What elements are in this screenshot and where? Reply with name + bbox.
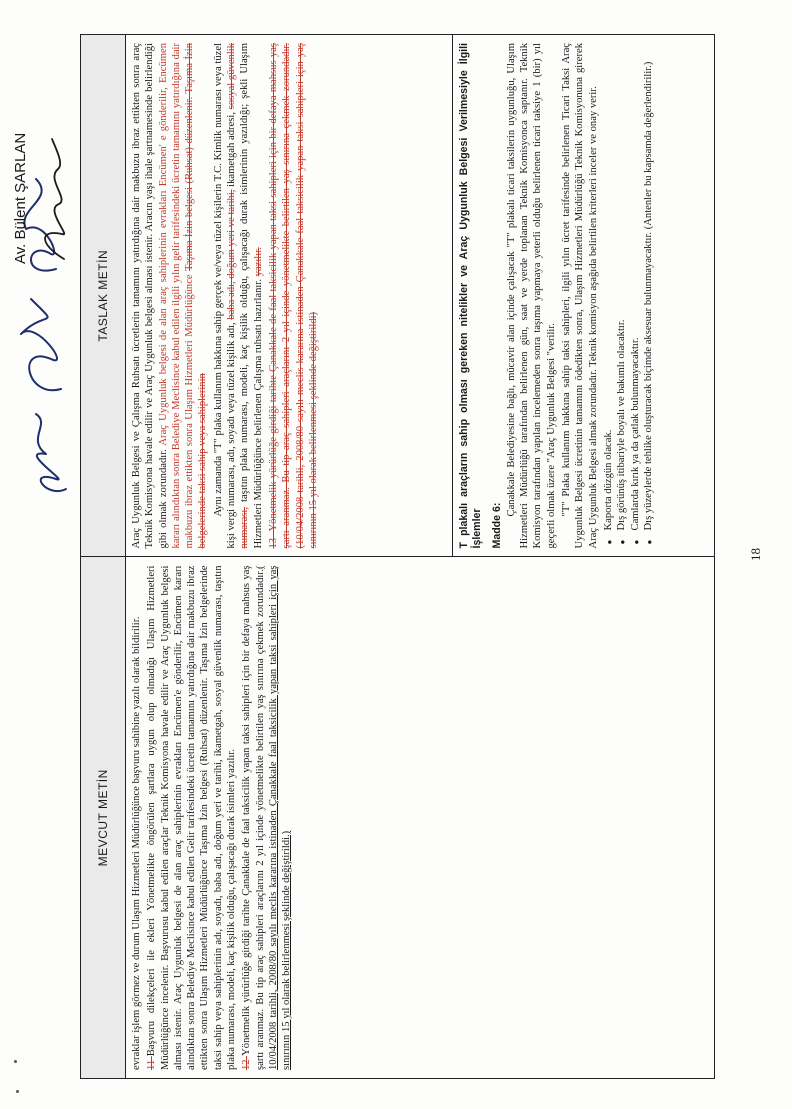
signature-2	[21, 299, 61, 390]
draft-paragraph-2: Aynı zamanda "T" plaka kullanım hakkına sahip gerçek ve/veya tüzel kişilerin T.C. Kimlik numarası veya tüzel kişi vergi numarası, adı, soyadı veya tüzel kişilik adı, baba adı, doğum yeri ve tarihi, ikametgah adresi, sosyal güvenlik numarası, taşıtın plaka numarası, modeli, kaç kişilik olduğu, çalışacağı durak isimlerinin yazıldığı; şekli Ulaşım Hizmetleri Müdürlüğünce belirlenen Çalışma ruhsatı hazırlanır. yazılır.	[212, 42, 264, 549]
article-6-paragraph-1: Çanakkale Belediyesine bağlı, mücavir alan içinde çalışacak "T" plakalı ticari taksilerin uygunluğu, Ulaşım Hizmetleri Müdürlüğü tarafından belirlenen gün, saat ve yerde toplanan Teknik Komisyonca saptanır. Teknik Komisyon tarafından yapılan incelemeden sonra taşıma yapmaya yeterli olduğu belirlenen ticari taksiye 1 (bir) yıl geçerli olmak üzere "Araç Uygunluk Belgesi "verilir.	[505, 43, 557, 549]
criteria-item: ● Camlarda kırık ya da çatlak bulunmayacaktır.	[629, 43, 642, 531]
criteria-item: ● Dış görünüş itibariyle boyalı ve bakımlı olacaktır.	[615, 43, 628, 531]
article-label: Madde 6:	[490, 502, 503, 549]
current-paragraph-3: 12-Yönetmelik yürürlüğe girdiği tarihte Çanakkale de faal taksicilik yapan taksi sahipleri için bir defaya mahsus yaş şartı aranmaz. Bu tip araç sahipleri araçlarını 2 yıl içinde yönetmelikte belirtilen yaş sınırına çekmek zorundadır.( 10/04/2008 tarihli, 2008/80 sayılı meclis kararına istinaden Çanakkale faal taksicilik yapan taksi sahipleri için yaş sınırının 15 yıl olarak belirlenmesi şeklinde değiştirildi.)	[241, 565, 293, 1070]
deleted-article-number: 11-	[146, 1056, 158, 1070]
criteria-item: ● Dış yüzeylerde tehlike oluşturacak biçimde aksesuar bulunmayacaktır. (Antenler bu kapsamda değerlendirilir.)	[642, 43, 655, 531]
criteria-list	[602, 43, 655, 549]
criteria-item: ● Kaporta düzgün olacak.	[602, 43, 615, 531]
draft-text-header: TASLAK METİN	[81, 35, 126, 557]
current-paragraph-1: evraklar işlem görmez ve durum Ulaşım Hizmetleri Müdürlüğünce başvuru sahibine yazılı olarak bildirilir.	[131, 616, 142, 1070]
draft-text-body	[126, 35, 461, 557]
lawyer-signature	[34, 134, 74, 264]
scan-speck	[14, 1060, 17, 1063]
draft-paragraph-3-deleted: 13- Yönetmelik yürürlüğe girdiği tarihte Çanakkale de faal taksicilik yapan taksi sahipleri için bir defaya mahsus yaş şartı aranmaz. Bu tip araç sahipleri araçlarını 2 yıl içinde yönetmelikte belirtilen yaş sınırına çekmek zorundadır. (10/04/2008 tarihli, 2008/80 sayılı meclis kararına istinaden Çanakkale faal taksicilik yapan taksi sahipleri için yaş sınırının 15 yıl olarak belirlenmesi şeklinde değiştirildi)	[267, 43, 319, 549]
current-text-column	[81, 557, 714, 1079]
signature-1	[36, 414, 66, 491]
section-title: T plakalı araçların sahip olması gereken nitelikler ve Araç Uygunluk Belgesi Verilmesiyle İlgili İşlemler	[458, 43, 484, 549]
scan-speck	[16, 1090, 19, 1093]
deleted-article-number: 12-	[241, 1055, 253, 1070]
draft-paragraph-1: Araç Uygunluk Belgesi ve Çalışma Ruhsatı ücretlerin tamamını yatırdığına dair makbuzu ibraz ettikten sonra araç Teknik Komisyona havale edilir ve Araç Uygunluk belgesi alması istenir. Aracın yaşı ihale şartnamesinde belirlendiği gibi olmak zorundadır. Araç Uygunluk belgesi de alan araç sahiplerinin evrakları Encümen' e gönderilir, Encümen kararı alındıktan sonra Belediye Meclisince kabul edilen ilgili yılın gelir tarifesindeki ücretin tamamını yatırdığına dair makbuzu ibraz ettikten sonra Ulaşım Hizmetleri Müdürlüğünce Taşıma İzin belgesi (Ruhsat) düzenlenir. Taşıma İzin belgelerinde taksi sahip veya sahiplerinin	[131, 43, 209, 549]
lawyer-name: Av. Bülent ŞARLAN	[12, 132, 29, 264]
current-paragraph-2: 11-Başvuru dilekçeleri ile ekleri Yönetmelikte öngörülen şartlara uygun olup olmadığı Ulaşım Hizmetleri Müdürlüğünce incelenir. Başvurusu kabul edilen araçlar Teknik Komisyona havale edilir ve Araç Uygunluk belgesi alması istenir. Araç Uygunluk belgesi de alan araç sahiplerinin evrakları Encümen'e gönderilir, Encümen kararı alındıktan sonra Belediye Meclisince kabul edilen Gelir tarifesindeki ücretin tamamını yatırdığına dair makbuzu ibraz ettikten sonra Ulaşım Hizmetleri Müdürlüğünce Taşıma İzin belgesi (Ruhsat) düzenlenir. Taşıma İzin belgelerinde taksi sahip veya sahiplerinin adı, soyadı, baba adı, doğum yeri ve tarihi, ikametgah, sosyal güvenlik numarası, taşıtın plaka numarası, modeli, kaç kişilik olduğu, çalışacağı durak isimleri yazılır.	[146, 565, 238, 1070]
page-number: 18	[748, 548, 763, 561]
draft-article-6-cell	[452, 35, 659, 557]
current-text-header: MEVCUT METİN	[81, 558, 126, 1079]
current-text-body	[126, 558, 300, 1079]
comparison-table	[80, 34, 715, 1079]
draft-text-column	[81, 35, 714, 557]
article-6-paragraph-2: "T" Plaka kullanım hakkına sahip taksi sahipleri, ilgili yılın ücret tarifesinde belirlenen Ticari Taksi Araç Uygunluk Belgesi ücretinin tamamını ödedikten sonra, Ulaşım Hizmetleri Müdürlüğü Teknik Komisyonuna girerek Araç Uygunluk Belgesi almak zorundadır. Teknik komisyon aşağıda belirtilen kriterleri inceler ve onay verir.	[561, 43, 599, 549]
